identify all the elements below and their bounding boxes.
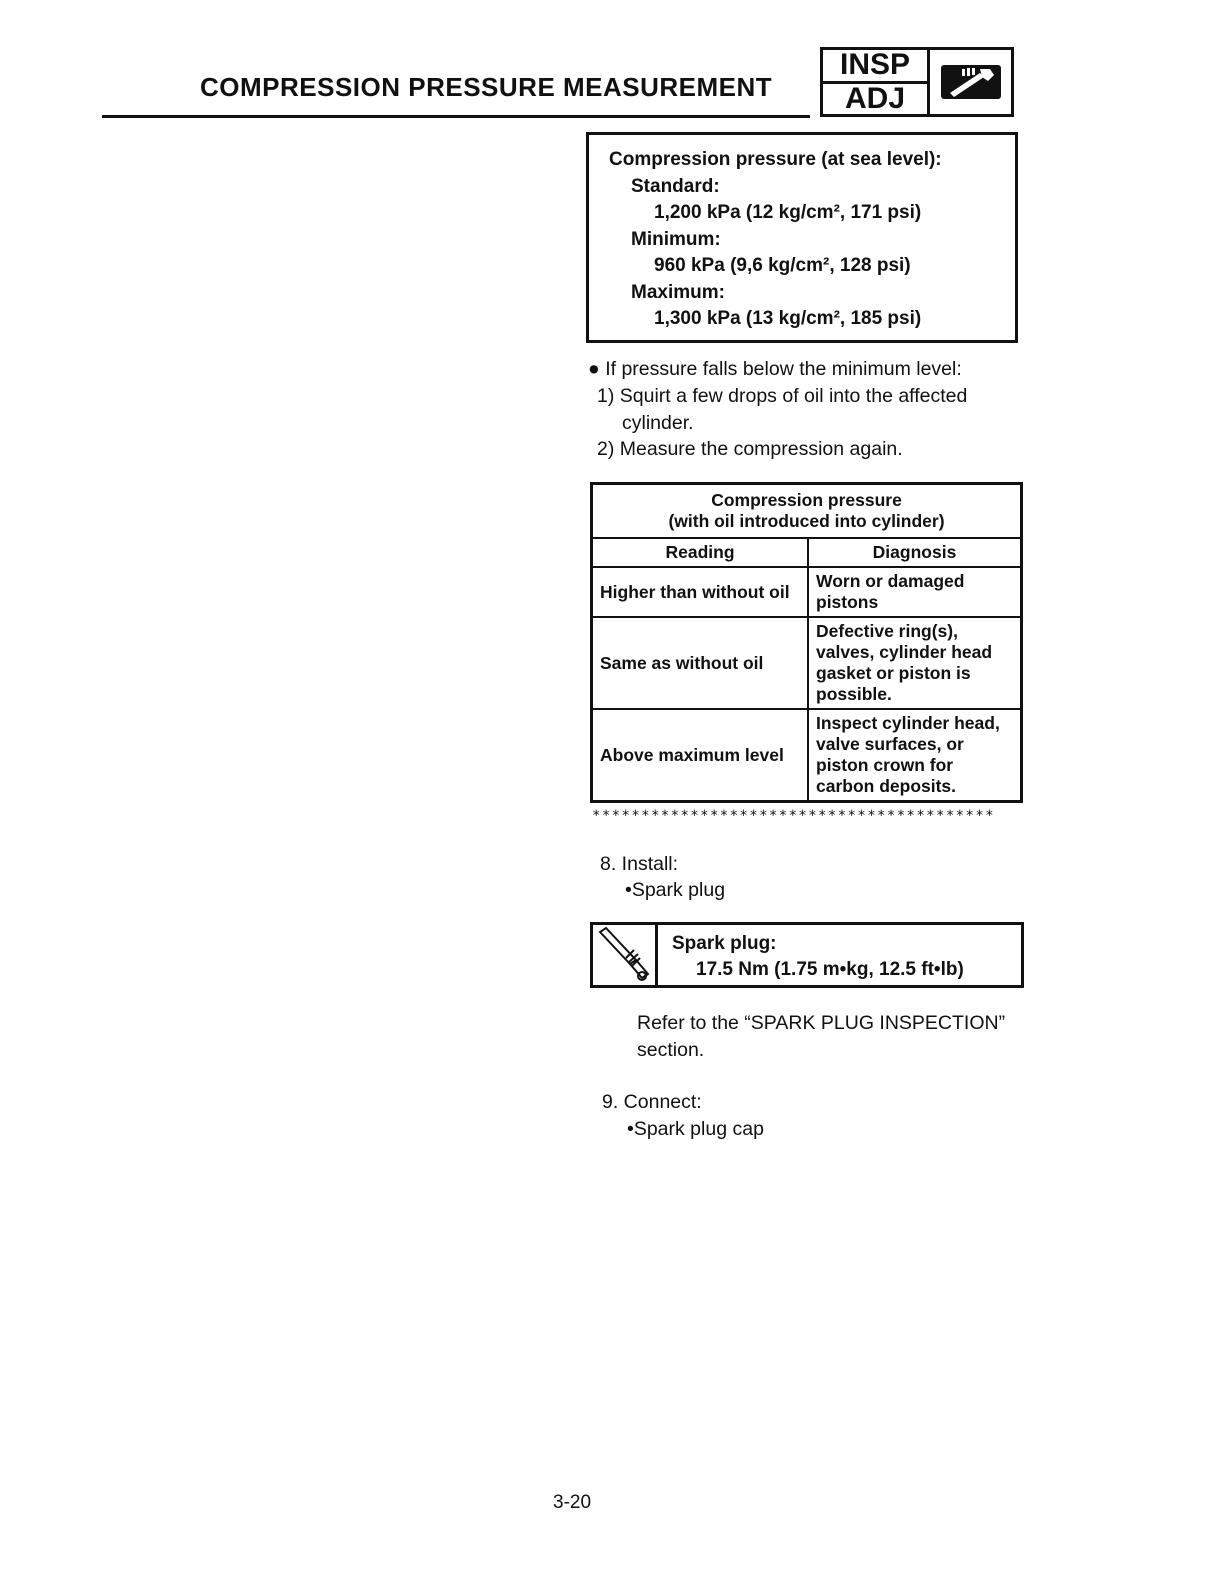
step-2-text: Measure the compression again.: [619, 438, 903, 460]
column-header-diagnosis: Diagnosis: [808, 538, 1022, 567]
step-2: [597, 436, 903, 463]
diagnosis-cell: Defective ring(s), valves, cylinder head gasket or piston is possible.: [808, 617, 1022, 709]
table-row: [592, 617, 1022, 709]
step-2-number: 2): [597, 438, 615, 460]
reading-cell: Same as without oil: [592, 617, 809, 709]
step-1-number: 1): [597, 385, 615, 407]
table-row: [592, 567, 1022, 617]
step-1-text: Squirt a few drops of oil into the affected: [619, 385, 968, 407]
spec-minimum-value: 960 kPa (9,6 kg/cm², 128 psi): [654, 255, 911, 276]
spec-maximum-value: 1,300 kPa (13 kg/cm², 185 psi): [654, 308, 922, 329]
condition-text: If pressure falls below the minimum level:: [605, 358, 962, 380]
torque-wrench-icon: [593, 925, 658, 985]
bullet-icon: ●: [588, 358, 600, 380]
spec-minimum-label: Minimum:: [631, 228, 721, 250]
torque-value: 17.5 Nm (1.75 m•kg, 12.5 ft•lb): [696, 959, 964, 980]
step-1: [597, 383, 967, 410]
page-number: 3-20: [553, 1492, 592, 1513]
compression-spec-box: [586, 132, 1018, 343]
spec-maximum-label: Maximum:: [631, 281, 725, 303]
torque-spec-box: [590, 922, 1024, 988]
column-header-reading: Reading: [592, 538, 809, 567]
reading-cell: Above maximum level: [592, 709, 809, 802]
title-underline: [102, 115, 810, 118]
diagnosis-cell: Worn or damaged pistons: [808, 567, 1022, 617]
low-pressure-condition: [588, 356, 962, 383]
wrench-tool-icon: [930, 50, 1011, 114]
badge-insp-label: INSP: [823, 50, 927, 84]
reference-line1: Refer to the “SPARK PLUG INSPECTION”: [637, 1012, 1006, 1034]
table-title-line1: Compression pressure: [711, 490, 902, 510]
section-badge: [820, 47, 1014, 117]
step-8-label: 8. Install:: [600, 853, 679, 875]
table-row: [592, 709, 1022, 802]
torque-text: [658, 925, 964, 985]
page-title: COMPRESSION PRESSURE MEASUREMENT: [200, 72, 773, 102]
diagnosis-cell: Inspect cylinder head, valve surfaces, or piston crown for carbon deposits.: [808, 709, 1022, 802]
torque-label: Spark plug:: [672, 933, 777, 954]
table-title: [592, 484, 1022, 539]
step-8-item: •Spark plug: [625, 879, 726, 901]
step-9-label: 9. Connect:: [602, 1091, 702, 1113]
badge-text-column: [823, 50, 930, 114]
spec-standard-value: 1,200 kPa (12 kg/cm², 171 psi): [654, 202, 922, 223]
table-title-line2: (with oil introduced into cylinder): [668, 511, 945, 531]
diagnosis-table: [590, 482, 1023, 803]
badge-adj-label: ADJ: [844, 81, 905, 115]
step-9-item: •Spark plug cap: [627, 1118, 764, 1140]
section-separator: *****************************************: [592, 808, 995, 824]
reference-line2: section.: [637, 1039, 705, 1061]
spec-standard-label: Standard:: [631, 175, 720, 197]
spec-heading: Compression pressure (at sea level):: [609, 149, 942, 170]
step-1-continued: cylinder.: [622, 412, 694, 434]
reading-cell: Higher than without oil: [592, 567, 809, 617]
